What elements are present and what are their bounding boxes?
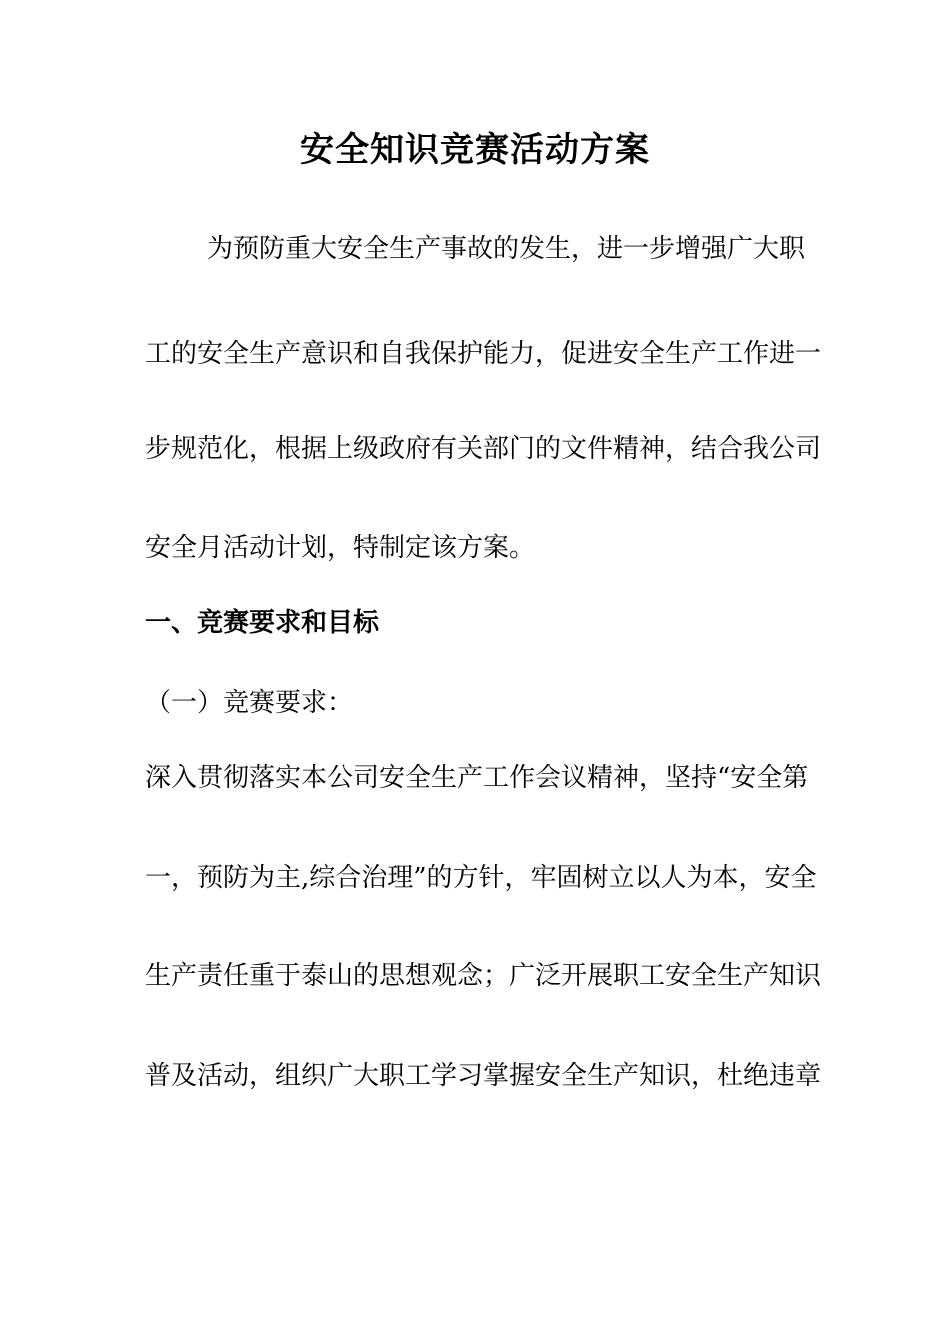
body-line-2: 一，预防为主,综合治理”的方针，牢固树立以人为本，安全 <box>145 863 817 893</box>
intro-line-1: 为预防重大安全生产事故的发生，进一步增强广大职 <box>207 234 806 264</box>
section-heading: 一、竞赛要求和目标 <box>145 608 380 638</box>
body-line-4: 普及活动，组织广大职工学习掌握安全生产知识，杜绝违章 <box>145 1061 822 1091</box>
document-title: 安全知识竞赛活动方案 <box>300 130 650 170</box>
subsection-heading: （一）竞赛要求： <box>145 688 354 718</box>
intro-line-3: 步规范化，根据上级政府有关部门的文件精神，结合我公司 <box>145 434 822 464</box>
intro-line-4: 安全月活动计划，特制定该方案。 <box>145 533 536 563</box>
body-line-3: 生产责任重于泰山的思想观念；广泛开展职工安全生产知识 <box>145 961 822 991</box>
body-line-1: 深入贯彻落实本公司安全生产工作会议精神，坚持“安全第 <box>145 763 809 793</box>
intro-line-2: 工的安全生产意识和自我保护能力，促进安全生产工作进一 <box>145 339 822 369</box>
